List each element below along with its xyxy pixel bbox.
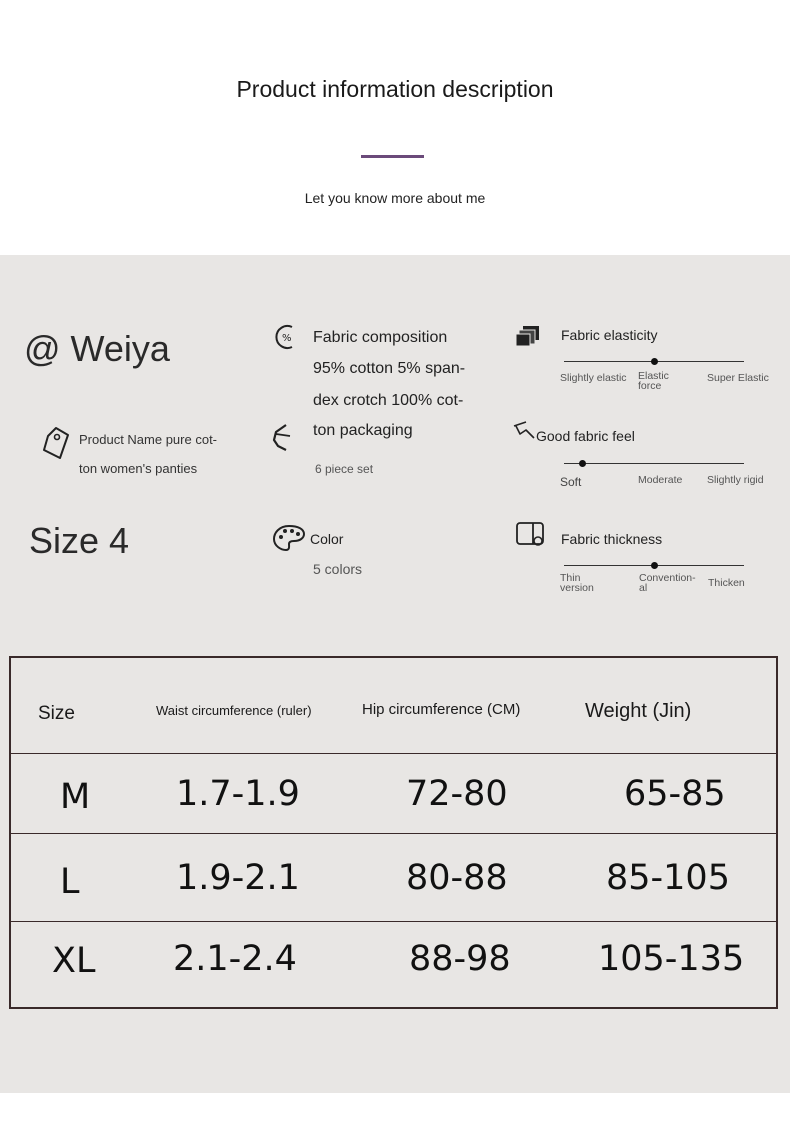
table-cell-weight: 85-105 — [606, 858, 730, 898]
feel-level-marker — [579, 460, 586, 467]
table-header-hip: Hip circumference (CM) — [362, 701, 521, 718]
table-cell-hip: 72-80 — [406, 774, 508, 814]
thickness-label-mid-2: al — [639, 582, 648, 594]
table-cell-size: XL — [52, 941, 96, 981]
title-accent-divider — [361, 155, 424, 158]
table-cell-waist: 1.7-1.9 — [176, 774, 300, 814]
fabric-thickness-title: Fabric thickness — [561, 531, 663, 547]
table-divider — [11, 753, 778, 754]
fabric-feel-title: Good fabric feel — [536, 428, 635, 444]
percent-badge-icon — [274, 323, 296, 351]
brand-name: @ Weiya — [24, 328, 170, 369]
table-header-size: Size — [38, 703, 75, 724]
table-cell-size: M — [60, 777, 91, 817]
table-cell-weight: 105-135 — [598, 939, 745, 979]
thickness-label-low-2: version — [560, 582, 594, 594]
table-cell-waist: 1.9-2.1 — [176, 858, 300, 898]
feel-scale-line — [564, 463, 744, 464]
fabric-roll-icon — [515, 519, 545, 547]
page-title: Product information description — [236, 76, 554, 102]
fabric-composition-line-2: dex crotch 100% cot- — [313, 392, 464, 409]
price-tag-icon — [42, 426, 70, 460]
fabric-elasticity-title: Fabric elasticity — [561, 327, 658, 343]
elasticity-label-mid-2: force — [638, 380, 662, 392]
table-divider — [11, 833, 778, 834]
size-count: Size 4 — [29, 520, 130, 561]
table-cell-weight: 65-85 — [624, 774, 726, 814]
palette-icon — [272, 524, 306, 552]
elasticity-label-mid-1: Elastic — [638, 370, 669, 382]
product-name-line-2: ton women's panties — [79, 461, 198, 476]
page-subtitle: Let you know more about me — [304, 190, 486, 206]
table-cell-waist: 2.1-2.4 — [173, 939, 297, 979]
feel-label-low: Soft — [560, 475, 582, 489]
product-name-line-1: Product Name pure cot- — [79, 432, 218, 447]
elasticity-label-high: Super Elastic — [707, 372, 769, 384]
fabric-swatch-icon — [515, 324, 541, 348]
table-header-waist: Waist circumference (ruler) — [156, 703, 312, 718]
color-title: Color — [310, 531, 344, 547]
feel-label-mid: Moderate — [638, 474, 683, 486]
gift-box-icon — [272, 422, 294, 454]
thickness-label-high: Thicken — [708, 577, 745, 589]
thickness-label-low-1: Thin — [560, 572, 581, 584]
elasticity-label-low: Slightly elastic — [560, 372, 627, 384]
fabric-composition-line-1: 95% cotton 5% span- — [313, 360, 466, 377]
table-cell-hip: 80-88 — [406, 858, 508, 898]
fabric-composition-title: Fabric composition — [313, 329, 448, 346]
table-cell-size: L — [60, 862, 80, 902]
feel-label-high: Slightly rigid — [707, 474, 764, 486]
table-divider — [11, 921, 778, 922]
thickness-level-marker — [651, 562, 658, 569]
packaging-value: 6 piece set — [315, 462, 374, 476]
elasticity-level-marker — [651, 358, 658, 365]
fabric-composition-line-3: ton packaging — [313, 422, 413, 439]
table-header-weight: Weight (Jin) — [585, 700, 692, 722]
thickness-label-mid-1: Convention- — [639, 572, 696, 584]
hand-touch-icon — [512, 420, 536, 442]
color-value: 5 colors — [313, 561, 363, 577]
table-cell-hip: 88-98 — [409, 939, 511, 979]
svg-text:%: % — [282, 333, 292, 344]
